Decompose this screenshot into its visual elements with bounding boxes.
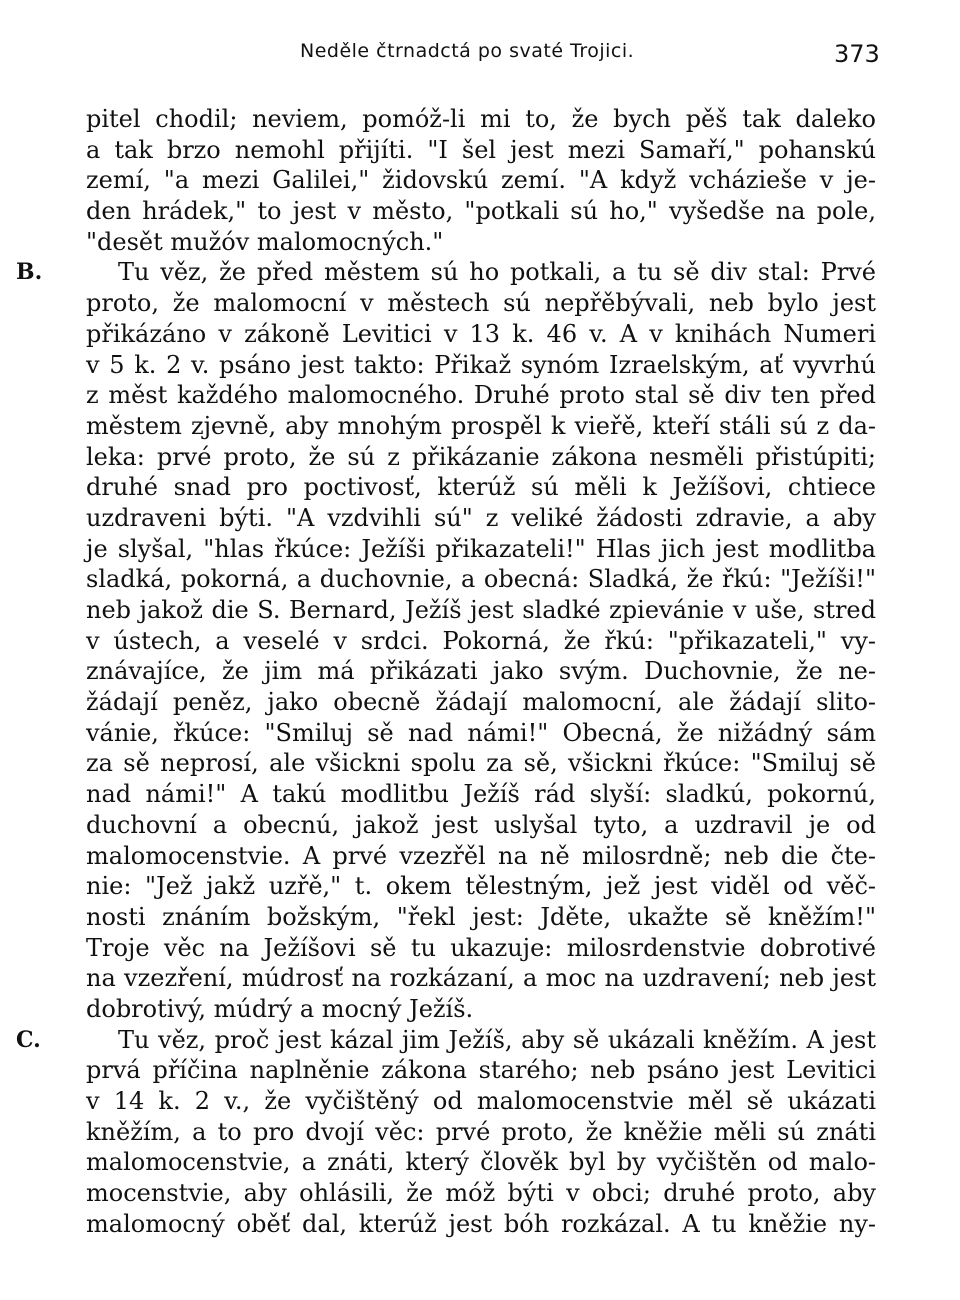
text-line xyxy=(86,564,876,595)
text-line xyxy=(86,687,876,718)
text-line xyxy=(86,1117,876,1148)
body-text xyxy=(16,104,876,1239)
text-line xyxy=(86,1209,876,1240)
line-text: městem zjevně, aby mnohým prospěl k vieřě, kteří stáli sú z da- xyxy=(86,411,876,440)
page-number: 373 xyxy=(834,40,880,68)
line-text: neb jakož die S. Bernard, Ježíš jest sladké zpievánie v uše, stred xyxy=(86,596,876,624)
text-line xyxy=(86,411,876,442)
paragraph-marker: B. xyxy=(16,259,43,286)
line-text: duchovní a obecnú, jakož jest uslyšal tyto, a uzdravil je od xyxy=(86,810,876,839)
text-line xyxy=(86,1086,876,1117)
text-line xyxy=(86,350,876,381)
text-line xyxy=(86,963,876,994)
line-text: Tu věz, že před městem sú ho potkali, a tu sě div stal: Prvé xyxy=(118,258,876,287)
text-line xyxy=(86,288,876,319)
line-text: sladká, pokorná, a duchovnie, a obecná: Sladká, že řkú: "Ježíši!" xyxy=(86,565,876,594)
text-line xyxy=(86,1178,876,1209)
line-text: dobrotivý, múdrý a mocný Ježíš. xyxy=(86,994,474,1023)
line-text: Troje věc na Ježíšovi sě tu ukazuje: milosrdenstvie dobrotivé xyxy=(86,933,876,962)
text-line xyxy=(86,442,876,473)
line-text: uzdraveni býti. "A vzdvihli sú" z veliké žádosti zdravie, a aby xyxy=(86,503,876,532)
line-text: prvá příčina naplněnie zákona starého; neb psáno jest Levitici xyxy=(86,1056,876,1085)
text-line xyxy=(86,656,876,687)
text-line xyxy=(86,748,876,779)
line-text: z měst každého malomocného. Druhé proto stal sě div ten před xyxy=(86,381,876,410)
line-text: mocenstvie, aby ohlásili, že móž býti v obci; druhé proto, aby xyxy=(86,1179,876,1208)
text-line xyxy=(86,319,876,350)
text-line xyxy=(86,871,876,902)
text-line xyxy=(86,534,876,565)
text-line xyxy=(86,994,876,1025)
text-line xyxy=(86,902,876,933)
line-text: den hrádek," to jest v město, "potkali sú ho," vyšedše na pole, xyxy=(86,197,876,226)
line-text: žádají peněz, jako obecně žádají malomocní, ale žádají slito- xyxy=(86,688,876,717)
running-title: Neděle čtrnadctá po svaté Trojici. xyxy=(300,40,635,62)
text-line xyxy=(86,165,876,196)
text-line xyxy=(86,503,876,534)
text-line xyxy=(86,1147,876,1178)
text-line xyxy=(16,257,876,288)
line-text: nad námi!" A takú modlitbu Ježíš rád slyší: sladkú, pokornú, xyxy=(86,780,876,809)
line-text: leka: prvé proto, že sú z přikázanie zákona nesměli přistúpiti; xyxy=(86,442,876,471)
line-text: v ústech, a veselé v srdci. Pokorná, že řkú: "přikazateli," vy- xyxy=(86,626,876,655)
text-line xyxy=(86,933,876,964)
text-line xyxy=(86,196,876,227)
text-line xyxy=(86,472,876,503)
line-text: malomocenstvie. A prvé vzezřěl na ně milosrdně; neb die čte- xyxy=(86,841,876,870)
line-text: vánie, řkúce: "Smiluj sě nad námi!" Obecná, že nižádný sám xyxy=(86,718,876,747)
line-text: přikázáno v zákoně Levitici v 13 k. 46 v. A v knihách Numeri xyxy=(86,319,876,348)
text-line xyxy=(86,135,876,166)
line-text: "desět mužóv malomocných." xyxy=(86,227,444,256)
line-text: druhé snad pro poctivosť, kterúž sú měli k Ježíšovi, chtiece xyxy=(86,473,876,502)
line-text: proto, že malomocní v městech sú nepřěbývali, neb bylo jest xyxy=(86,289,876,318)
line-text: zemí, "a mezi Galilei," židovskú zemí. "A když vcházieše v je- xyxy=(86,166,876,195)
text-line xyxy=(86,718,876,749)
line-text: pitel chodil; neviem, pomóž-li mi to, že bych pěš tak daleko xyxy=(86,105,876,133)
text-line xyxy=(16,1025,876,1056)
text-line xyxy=(86,380,876,411)
line-text: je slyšal, "hlas řkúce: Ježíši přikazateli!" Hlas jich jest modlitba xyxy=(86,534,876,563)
text-line xyxy=(86,104,876,135)
line-text: na vzezření, múdrosť na rozkázaní, a moc na uzdravení; neb jest xyxy=(86,964,876,993)
line-text: a tak brzo nemohl přijíti. "I šel jest mezi Samaří," pohanskú xyxy=(86,135,876,164)
line-text: malomocenstvie, a znáti, který člověk byl by vyčištěn od malo- xyxy=(86,1148,876,1177)
text-line xyxy=(86,841,876,872)
line-text: nosti znáním božským, "řekl jest: Jděte, ukažte sě kněžím!" xyxy=(86,902,876,931)
line-text: znávajíce, že jim má přikázati jako svým. Duchovnie, že ne- xyxy=(86,657,876,686)
text-line xyxy=(86,1055,876,1086)
line-text: Tu věz, proč jest kázal jim Ježíš, aby sě ukázali kněžím. A jest xyxy=(118,1025,876,1054)
text-line xyxy=(86,810,876,841)
line-text: nie: "Jež jakž uzřě," t. okem tělestným, jež jest viděl od věč- xyxy=(86,872,876,901)
line-text: v 5 k. 2 v. psáno jest takto: Přikaž synóm Izraelským, ať vyvrhú xyxy=(86,350,876,379)
text-line xyxy=(86,626,876,657)
paragraph-marker: C. xyxy=(16,1026,41,1053)
line-text: v 14 k. 2 v., že vyčištěný od malomocenstvie měl sě ukázati xyxy=(86,1087,876,1115)
text-line xyxy=(86,227,876,258)
text-line xyxy=(86,595,876,626)
text-line xyxy=(86,779,876,810)
line-text: za sě neprosí, ale všickni spolu za sě, všickni řkúce: "Smiluj sě xyxy=(86,749,876,778)
line-text: malomocný oběť dal, kterúž jest bóh rozkázal. A tu kněžie ny- xyxy=(86,1209,876,1238)
line-text: kněžím, a to pro dvojí věc: prvé proto, že kněžie měli sú znáti xyxy=(86,1117,876,1146)
